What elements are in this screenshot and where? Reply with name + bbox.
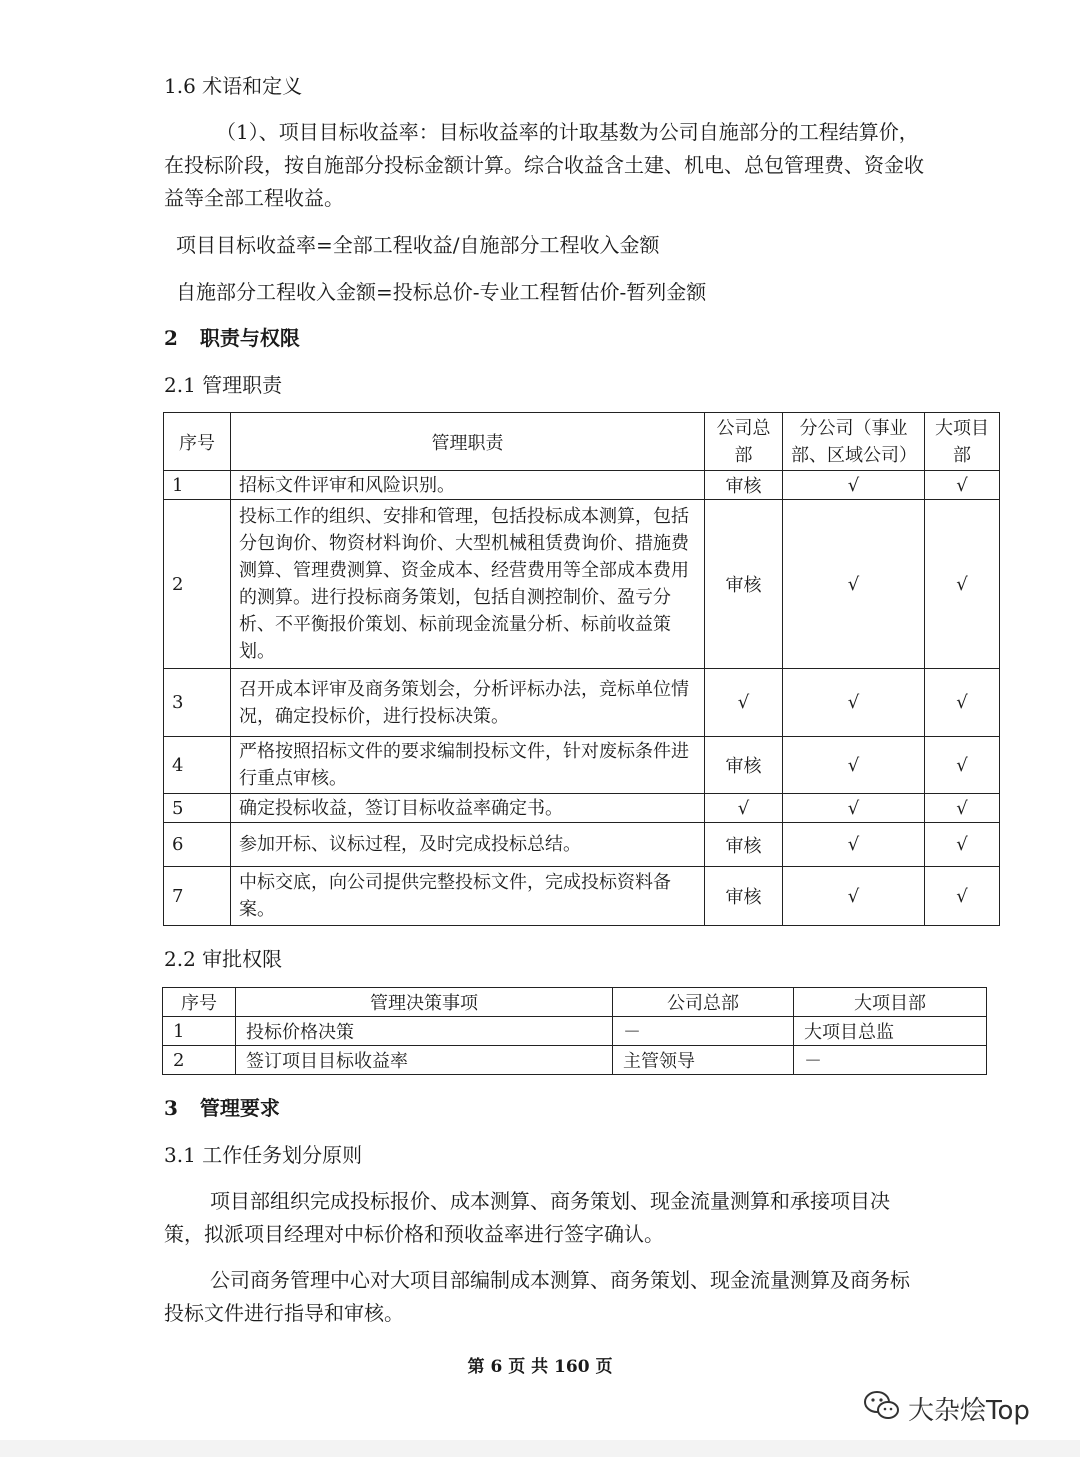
table-row [164,669,1000,737]
management-duties-table [163,412,1000,926]
table-header-row [164,413,1000,471]
row-number: 5 [164,794,231,823]
branch-cell: √ [783,500,925,669]
table-row [163,1046,987,1075]
duty-cell: 确定投标收益，签订目标收益率确定书。 [231,794,705,823]
major-project-cell: √ [925,500,1000,669]
hq-cell: 审核 [705,823,783,867]
header-cell: 公司总部 [613,988,794,1017]
row-number: 1 [164,471,231,500]
definition-paragraph: （1）、项目目标收益率：目标收益率的计取基数为公司自施部分的工程结算价，在投标阶段，按自施部分投标金额计算。综合收益含土建、机电、总包管理费、资金收益等全部工程收益。 [164,120,924,210]
section-2-1-heading: 2.1 管理职责 [164,373,283,397]
major-project-cell: － [794,1046,987,1075]
page-number: 第 6 页 共 160 页 [467,1357,613,1377]
branch-cell: √ [783,823,925,867]
section-3-number: 3 [164,1096,178,1120]
table-row [164,867,1000,926]
hq-cell: 审核 [705,471,783,500]
hq-cell: 主管领导 [613,1046,794,1075]
formula-self-income: 自施部分工程收入金额=投标总价-专业工程暂估价-暂列金额 [176,280,707,304]
major-project-cell: √ [925,471,1000,500]
table-header-row [163,988,987,1017]
decision-item-cell: 投标价格决策 [236,1017,613,1046]
major-project-cell: √ [925,867,1000,926]
major-project-cell: √ [925,669,1000,737]
section-2-2-heading: 2.2 审批权限 [164,947,283,971]
branch-cell: √ [783,794,925,823]
branch-cell: √ [783,867,925,926]
hq-cell: 审核 [705,500,783,669]
table-row [164,500,1000,669]
header-cell: 分公司（事业部、区域公司） [783,413,925,471]
bottom-band [0,1440,1080,1457]
section-2-heading [164,322,300,354]
duty-cell: 严格按照招标文件的要求编制投标文件，针对废标条件进行重点审核。 [231,737,705,794]
table-row [164,794,1000,823]
watermark [862,1388,1030,1428]
branch-cell: √ [783,737,925,794]
hq-cell: √ [705,669,783,737]
header-cell: 序号 [163,988,236,1017]
hq-cell: 审核 [705,867,783,926]
section-3-1-paragraph-1: 项目部组织完成投标报价、成本测算、商务策划、现金流量测算和承接项目决策，拟派项目经理对中标价格和预收益率进行签字确认。 [164,1189,890,1246]
hq-cell: 审核 [705,737,783,794]
hq-cell: √ [705,794,783,823]
section-2-title: 职责与权限 [199,326,300,350]
section-3-1-heading: 3.1 工作任务划分原则 [164,1143,363,1167]
decision-item-cell: 签订项目目标收益率 [236,1046,613,1075]
major-project-cell: 大项目总监 [794,1017,987,1046]
table-row [164,471,1000,500]
header-cell: 大项目部 [925,413,1000,471]
row-number: 2 [163,1046,236,1075]
section-2-number: 2 [164,326,178,350]
header-cell: 管理决策事项 [236,988,613,1017]
row-number: 7 [164,867,231,926]
section-1-6-heading: 1.6 术语和定义 [164,74,303,98]
table-row [163,1017,987,1046]
row-number: 1 [163,1017,236,1046]
duty-cell: 投标工作的组织、安排和管理，包括投标成本测算，包括分包询价、物资材料询价、大型机械租赁费询价、措施费测算、管理费测算、资金成本、经营费用等全部成本费用的测算。进行投标商务策划，包括自测控制价、盈亏分析、不平衡报价策划、标前现金流量分析、标前收益策划。 [231,500,705,669]
approval-authority-table [162,987,987,1075]
header-cell: 公司总部 [705,413,783,471]
section-3-1-paragraph-2: 公司商务管理中心对大项目部编制成本测算、商务策划、现金流量测算及商务标投标文件进行指导和审核。 [164,1268,910,1325]
branch-cell: √ [783,471,925,500]
major-project-cell: √ [925,737,1000,794]
row-number: 4 [164,737,231,794]
hq-cell: － [613,1017,794,1046]
branch-cell: √ [783,669,925,737]
header-cell: 管理职责 [231,413,705,471]
major-project-cell: √ [925,823,1000,867]
table-row [164,823,1000,867]
major-project-cell: √ [925,794,1000,823]
formula-target-return-rate: 项目目标收益率=全部工程收益/自施部分工程收入金额 [176,233,660,257]
row-number: 3 [164,669,231,737]
duty-cell: 参加开标、议标过程，及时完成投标总结。 [231,823,705,867]
wechat-icon [862,1388,902,1428]
duty-cell: 招标文件评审和风险识别。 [231,471,705,500]
row-number: 2 [164,500,231,669]
section-3-heading [164,1092,280,1124]
header-cell: 大项目部 [794,988,987,1017]
table-row [164,737,1000,794]
row-number: 6 [164,823,231,867]
watermark-text: 大杂烩Top [908,1395,1030,1426]
header-cell: 序号 [164,413,231,471]
duty-cell: 召开成本评审及商务策划会，分析评标办法，竞标单位情况，确定投标价，进行投标决策。 [231,669,705,737]
duty-cell: 中标交底，向公司提供完整投标文件，完成投标资料备案。 [231,867,705,926]
section-3-title: 管理要求 [199,1096,280,1120]
